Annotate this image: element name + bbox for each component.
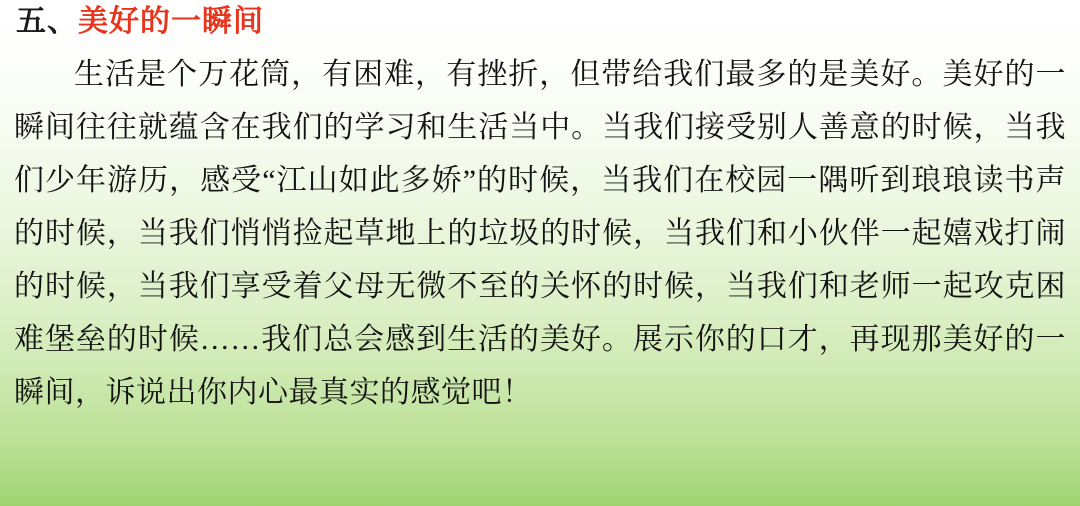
body-paragraph: 生活是个万花筒，有困难，有挫折，但带给我们最多的是美好。美好的一瞬间往往就蕴含在我们的学习和生活当中。当我们接受别人善意的时候，当我们少年游历，感受“江山如此多娇”的时候，当我们在校园一隅听到琅琅读书声的时候，当我们悄悄捡起草地上的垃圾的时候，当我们和小伙伴一起嬉戏打闹的时候，当我们享受着父母无微不至的关怀的时候，当我们和老师一起攻克困难堡垒的时候……我们总会感到生活的美好。展示你的口才，再现那美好的一瞬间，诉说出你内心最真实的感觉吧！ (14, 58, 1066, 409)
page-title: 美好的一瞬间 (78, 5, 264, 38)
section-heading (16, 2, 264, 42)
section-number: 五、 (16, 5, 78, 38)
